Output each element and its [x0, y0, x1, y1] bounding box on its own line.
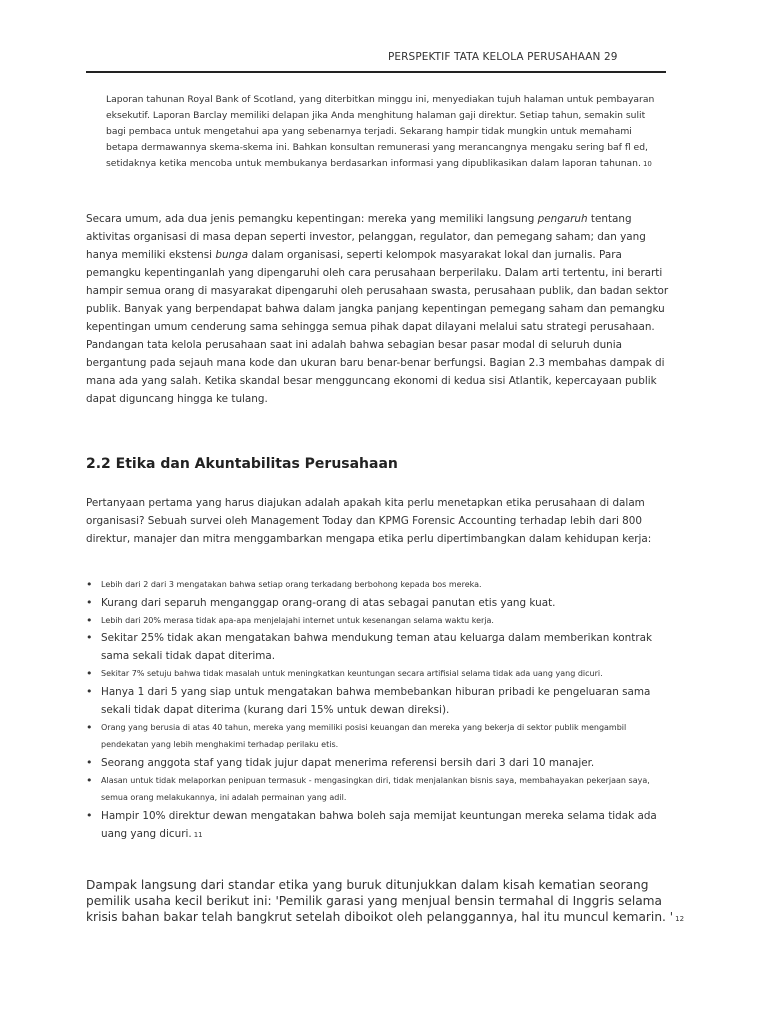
bullet-item [86, 719, 672, 754]
bullet-text: Orang yang berusia di atas 40 tahun, mereka yang memiliki posisi keuangan dan mereka yang bekerja di sektor publik mengambil pendekatan yang lebih menghakimi terhadap perilaku etis. [101, 722, 627, 749]
bullet-dot-icon: • [86, 595, 93, 609]
block-quote [106, 92, 662, 172]
bullet-item [86, 754, 672, 772]
bullet-text: Sekitar 7% setuju bahwa tidak masalah untuk meningkatkan keuntungan secara artifisial selama tidak ada uang yang dicuri. [101, 669, 603, 678]
footnote-ref-11: 11 [193, 830, 203, 839]
bullet-item [86, 683, 672, 719]
bullet-text: Alasan untuk tidak melaporkan penipuan termasuk - mengasingkan diri, tidak menjalankan bisnis saya, membahayakan pekerjaan saya, semua orang melakukannya, ini adalah permainan yang adil. [101, 775, 650, 802]
bullet-item [86, 576, 672, 594]
bullet-text: Sekitar 25% tidak akan mengatakan bahwa mendukung teman atau keluarga dalam memberikan kontrak sama sekali tidak dapat diterima. [101, 632, 652, 662]
bullet-item [86, 629, 672, 665]
bullet-item [86, 612, 672, 630]
bullet-dot-icon: • [86, 684, 93, 698]
quote-text: Laporan tahunan Royal Bank of Scotland, yang diterbitkan minggu ini, menyediakan tujuh halaman untuk pembayaran eksekutif. Laporan Barclay memiliki delapan jika Anda menghitung halaman gaji direktur. Setiap tahun, semakin sulit bagi pembaca untuk mengetahui apa yang sebenarnya terjadi. Sekarang hampir tidak mungkin untuk memahami betapa dermawannya skema-skema ini. Bahkan konsultan remunerasi yang merancangnya mengaku sering baf fl ed, setidaknya ketika mencoba untuk membukanya berdasarkan informasi yang dipublikasikan dalam laporan tahunan. [106, 94, 655, 169]
bullet-text: Seorang anggota staf yang tidak jujur dapat menerima referensi bersih dari 3 dari 10 manajer. [101, 756, 595, 769]
bullet-text: Kurang dari separuh menganggap orang-orang di atas sebagai panutan etis yang kuat. [101, 596, 556, 609]
survey-bullet-list [86, 576, 672, 844]
bullet-text: Hanya 1 dari 5 yang siap untuk mengatakan bahwa membebankan hiburan pribadi ke pengeluaran sama sekali tidak dapat diterima (kurang dari 15% untuk dewan direksi). [101, 685, 651, 716]
header-rule [86, 71, 666, 73]
paragraph-text: tentang aktivitas organisasi di masa depan seperti investor, pelanggan, regulator, dan pemegang saham; dan yang hanya memiliki ekstensi [86, 213, 646, 261]
bullet-text: Lebih dari 20% merasa tidak apa-apa menjelajahi internet untuk kesenangan selama waktu kerja. [101, 615, 494, 625]
paragraph-garage-story [86, 877, 686, 927]
bullet-item [86, 665, 672, 683]
bullet-dot-icon: • [86, 808, 93, 822]
paragraph-text: Secara umum, ada dua jenis pemangku kepentingan: mereka yang memiliki langsung [86, 213, 538, 225]
bullet-item [86, 807, 672, 844]
paragraph-survey-intro: Pertanyaan pertama yang harus diajukan adalah apakah kita perlu menetapkan etika perusahaan di dalam organisasi? Sebuah survei oleh Management Today dan KPMG Forensic Accounting terhadap lebih dari 800 direktur, manajer dan mitra menggambarkan mengapa etika perlu dipertimbangkan dalam kehidupan kerja: [86, 497, 652, 545]
bullet-dot-icon: • [86, 773, 93, 787]
footnote-ref-12: 12 [675, 915, 685, 923]
bullet-dot-icon: • [86, 755, 93, 769]
paragraph-stakeholders [86, 210, 672, 408]
italic-term-bunga: bunga [215, 249, 249, 261]
footnote-ref-10: 10 [642, 160, 652, 168]
section-heading: 2.2 Etika dan Akuntabilitas Perusahaan [86, 456, 398, 472]
bullet-dot-icon: • [86, 720, 93, 734]
bullet-dot-icon: • [86, 578, 93, 591]
paragraph-text: Dampak langsung dari standar etika yang buruk ditunjukkan dalam kisah kematian seorang pemilik usaha kecil berikut ini: 'Pemilik garasi yang menjual bensin termahal di Inggris selama krisis bahan bakar telah bangkrut setelah diboikot oleh pelanggannya, hal itu muncul kemarin. ' [86, 878, 674, 924]
bullet-text: Hampir 10% direktur dewan mengatakan bahwa boleh saja memijat keuntungan mereka selama tidak ada uang yang dicuri. [101, 809, 657, 840]
bullet-text: Lebih dari 2 dari 3 mengatakan bahwa setiap orang terkadang berbohong kepada bos mereka. [101, 580, 482, 589]
italic-term-pengaruh: pengaruh [537, 213, 588, 225]
bullet-dot-icon: • [86, 631, 93, 644]
bullet-item [86, 594, 672, 612]
running-header: PERSPEKTIF TATA KELOLA PERUSAHAAN 29 [388, 51, 618, 63]
paragraph-text: dalam organisasi, seperti kelompok masyarakat lokal dan jurnalis. Para pemangku kepentinganlah yang dipengaruhi oleh cara perusahaan berperilaku. Dalam arti tertentu, ini berarti hampir semua orang di masyarakat dipengaruhi oleh perusahaan swasta, perusahaan publik, dan badan sektor publik. Banyak yang berpendapat bahwa dalam jangka panjang kepentingan pemegang saham dan pemangku kepentingan umum cenderung sama sehingga semua pihak dapat dilayani melalui satu strategi perusahaan. Pandangan tata kelola perusahaan saat ini adalah bahwa sebagian besar pasar modal di seluruh dunia bergantung pada sejauh mana kode dan ukuran baru benar-benar berfungsi. Bagian 2.3 membahas dampak di mana ada yang salah. Ketika skandal besar mengguncang ekonomi di kedua sisi Atlantik, kepercayaan publik dapat diguncang hingga ke tulang. [86, 249, 669, 405]
bullet-item [86, 772, 672, 807]
bullet-dot-icon: • [86, 613, 93, 627]
bullet-dot-icon: • [86, 667, 93, 680]
